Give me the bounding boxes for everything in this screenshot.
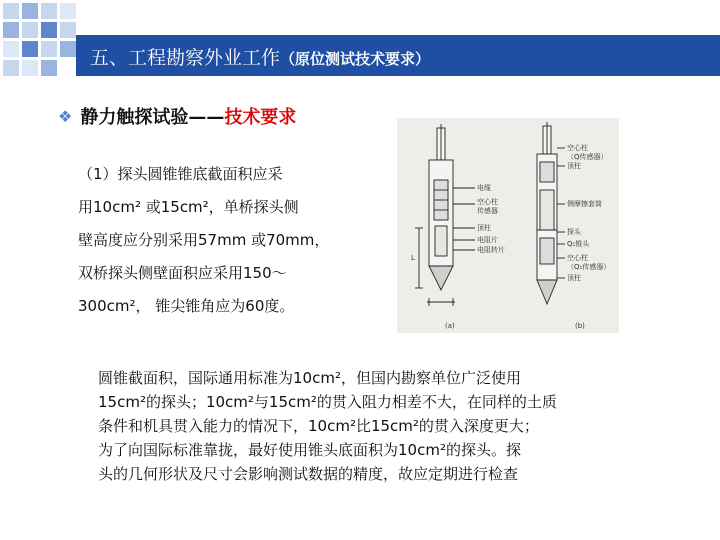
paragraph-line: 为了向国际标准靠拢，最好使用锥头底面积为10cm²的探头。探 <box>98 441 521 459</box>
label-b-friction-sleeve: 侧摩擦套筒 <box>567 200 602 208</box>
section-heading <box>58 103 296 129</box>
label-b-sensor: （Q传感器） <box>567 153 608 161</box>
caption-a: (a) <box>445 322 455 330</box>
paragraph-line: 圆锥截面积，国际通用标准为10cm²，但国内勘察单位广泛使用 <box>98 369 521 387</box>
label-b-hollow-column-2: 空心柱 <box>567 254 588 262</box>
paragraph-line: 条件和机具贯入能力的情况下，10cm²比15cm²的贯入深度更大； <box>98 417 539 435</box>
label-a-hollow-column: 空心柱 <box>477 198 498 206</box>
paragraph-line: 300cm²， 锥尖锥角应为60度。 <box>78 297 295 315</box>
caption-b: (b) <box>575 322 585 330</box>
label-b-hollow-column: 空心柱 <box>567 144 588 152</box>
probe-a <box>415 124 475 306</box>
label-a-resistor: 电阻转片 <box>477 246 505 254</box>
probe-b <box>537 122 565 304</box>
decor-square <box>41 22 57 38</box>
label-b-top-column: 顶柱 <box>567 162 581 170</box>
label-b-sensor-2: （Q₁传感器） <box>567 263 611 271</box>
page-title-sub: （原位测试技术要求） <box>280 50 431 68</box>
label-a-sensor: 传感器 <box>477 207 498 215</box>
decor-square <box>3 22 19 38</box>
paragraph-line: 头的几何形状及尺寸会影响测试数据的精度，故应定期进行检查 <box>98 465 519 483</box>
decor-square <box>22 41 38 57</box>
label-a-strain-gauge: 电阻片 <box>477 236 498 244</box>
decor-square <box>41 41 57 57</box>
decor-square <box>22 22 38 38</box>
label-a-top-column: 顶柱 <box>477 224 491 232</box>
section-heading-accent: 技术要求 <box>224 107 297 128</box>
decor-square <box>60 41 76 57</box>
paragraph-line: （1）探头圆锥锥底截面积应采 <box>78 165 283 183</box>
explanation-paragraph <box>98 366 673 486</box>
label-b-probe: 探头 <box>567 228 581 236</box>
label-a-cable: 电缆 <box>477 184 491 192</box>
decor-square <box>22 3 38 19</box>
decor-square <box>41 3 57 19</box>
paragraph-line: 用10cm² 或15cm²，单桥探头侧 <box>78 198 299 216</box>
label-b-cone: Q₁锥头 <box>567 240 590 248</box>
page-title <box>90 43 430 70</box>
decor-square <box>22 60 38 76</box>
title-bar <box>76 35 720 76</box>
decor-square <box>3 3 19 19</box>
diamond-bullet-icon: ❖ <box>58 106 73 126</box>
label-b-top-column-2: 顶柱 <box>567 274 581 282</box>
decor-square <box>41 60 57 76</box>
section-heading-main: 静力触探试验—— <box>80 107 225 128</box>
probe-diagram <box>397 118 619 333</box>
decor-square <box>3 60 19 76</box>
paragraph-line: 15cm²的探头；10cm²与15cm²的贯入阻力相差不大，在同样的土质 <box>98 393 557 411</box>
decor-square <box>60 3 76 19</box>
requirement-paragraph <box>78 158 378 323</box>
paragraph-line: 双桥探头侧壁面积应采用150～ <box>78 264 287 282</box>
decorative-squares <box>0 0 76 76</box>
probe-diagram-svg <box>397 118 619 333</box>
decor-square <box>60 22 76 38</box>
page-title-main: 五、工程勘察外业工作 <box>90 47 281 69</box>
decor-square <box>3 41 19 57</box>
dimension-label: L <box>411 254 415 262</box>
paragraph-line: 壁高度应分别采用57mm 或70mm， <box>78 231 330 249</box>
